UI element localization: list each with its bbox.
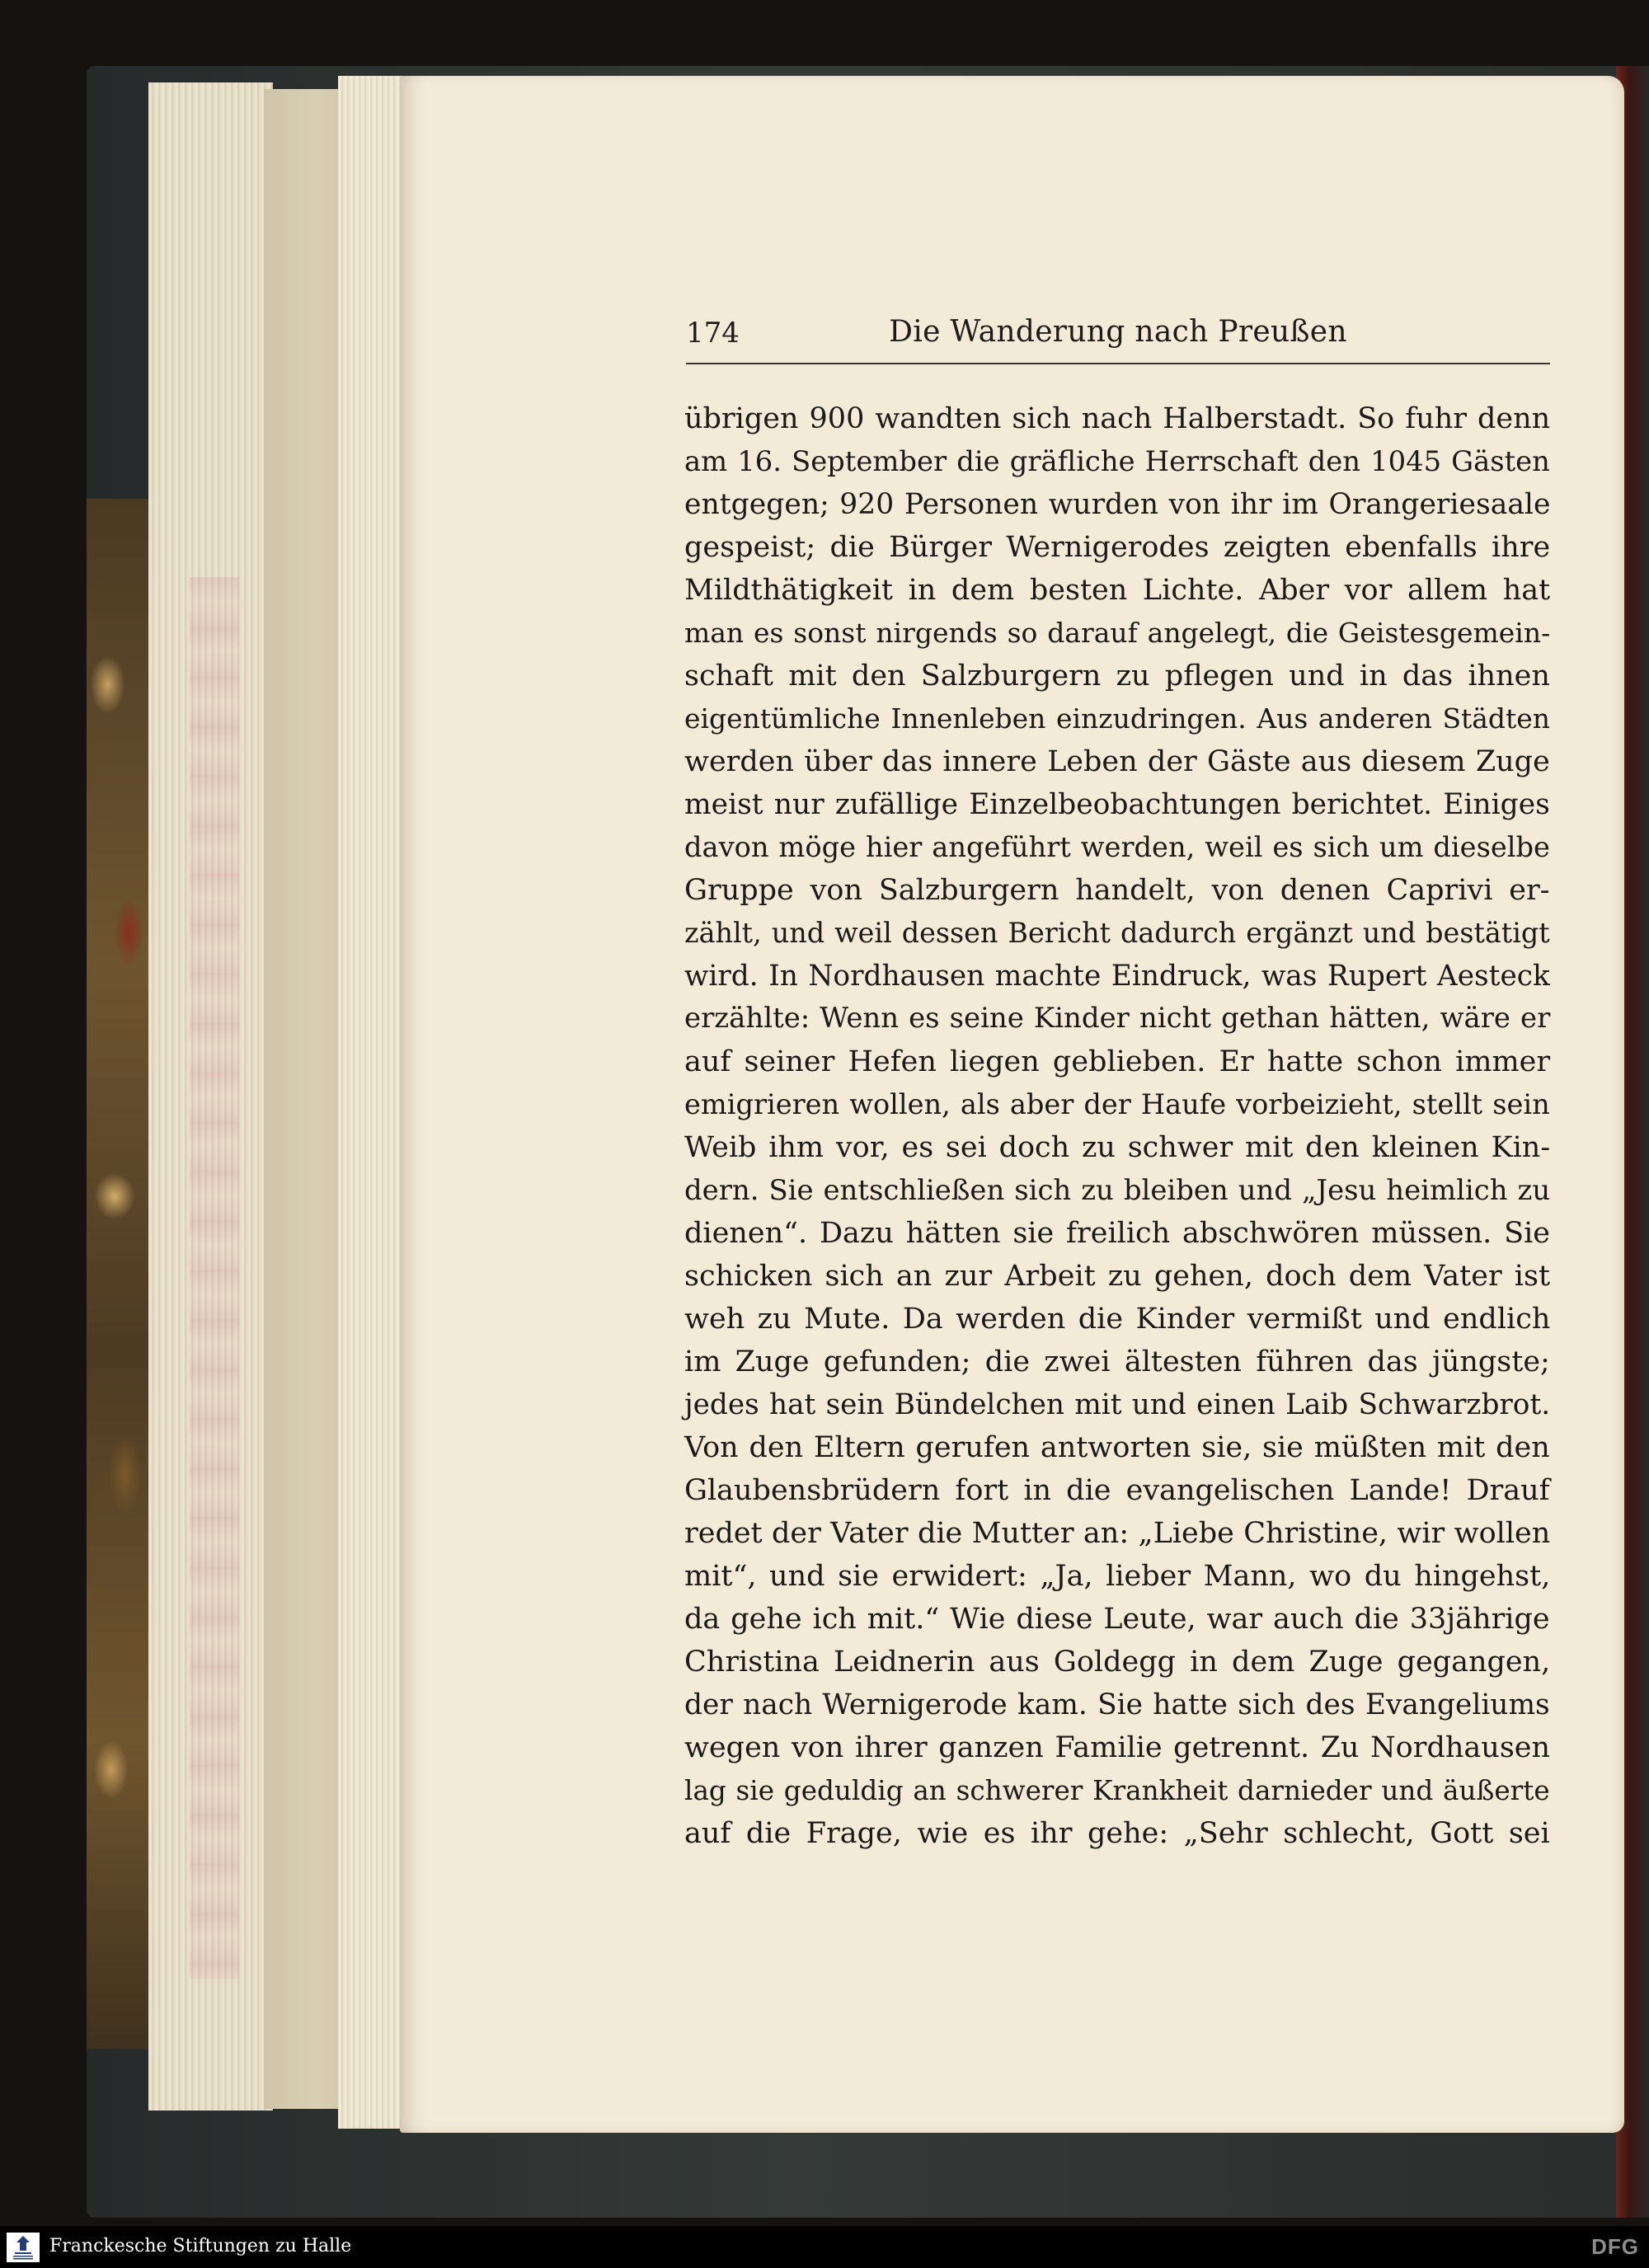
text-line: Weib ihm vor, es sei doch zu schwer mit den kleinen Kin- <box>684 1131 1551 1164</box>
text-line: wegen von ihrer ganzen Familie getrennt. Zu Nordhausen <box>684 1731 1551 1764</box>
text-line: Christina Leidnerin aus Goldegg in dem Zuge gegangen, <box>684 1646 1551 1679</box>
text-line: entgegen; 920 Personen wurden von ihr im Orangeriesaale <box>684 488 1551 521</box>
text-line: gespeist; die Bürger Wernigerodes zeigten ebenfalls ihre <box>684 531 1551 564</box>
text-line: erzählte: Wenn es seine Kinder nicht gethan hätten, wäre er <box>684 1003 1551 1035</box>
text-line: dienen“. Dazu hätten sie freilich abschwören müssen. Sie <box>684 1217 1551 1250</box>
text-line: schicken sich an zur Arbeit zu gehen, doch dem Vater ist <box>684 1260 1551 1293</box>
text-line: da gehe ich mit.“ Wie diese Leute, war auch die 33jährige <box>684 1603 1550 1636</box>
text-line: im Zuge gefunden; die zwei ältesten führen das jüngste; <box>684 1345 1550 1378</box>
text-line: jedes hat sein Bündelchen mit und einen Laib Schwarzbrot. <box>684 1388 1551 1421</box>
text-line: Glaubensbrüdern fort in die evangelischen Lande! Drauf <box>684 1474 1550 1507</box>
text-line: emigrieren wollen, als aber der Haufe vorbeizieht, stellt sein <box>684 1088 1550 1120</box>
text-line: am 16. September die gräfliche Herrschaft den 1045 Gästen <box>684 445 1550 477</box>
text-line: meist nur zufällige Einzelbeobachtungen berichtet. Einiges <box>684 788 1550 821</box>
text-line: schaft mit den Salzburgern zu pflegen und in das ihnen <box>684 660 1550 693</box>
text-line: dern. Sie entschließen sich zu bleiben und „Jesu heimlich zu <box>684 1174 1551 1206</box>
body-text <box>684 397 1550 1855</box>
text-line: weh zu Mute. Da werden die Kinder vermißt und endlich <box>684 1303 1551 1336</box>
text-line: davon möge hier angeführt werden, weil es sich um dieselbe <box>684 831 1550 863</box>
text-line: übrigen 900 wandten sich nach Halberstadt. So fuhr denn <box>684 402 1551 435</box>
text-line: lag sie geduldig an schwerer Krankheit darnieder und äußerte <box>684 1775 1550 1806</box>
foundation-name: Franckesche Stiftungen zu Halle <box>49 2236 352 2256</box>
footer-bar <box>0 2226 1649 2268</box>
text-line: auf die Frage, wie es ihr gehe: „Sehr schlecht, Gott sei <box>684 1817 1550 1850</box>
running-title: Die Wanderung nach Preußen <box>889 315 1347 349</box>
text-line: zählt, und weil dessen Bericht dadurch ergänzt und bestätigt <box>684 917 1550 949</box>
text-line: Mildthätigkeit in dem besten Lichte. Aber vor allem hat <box>684 574 1551 607</box>
text-line: auf seiner Hefen liegen geblieben. Er hatte schon immer <box>684 1045 1551 1078</box>
page-number: 174 <box>686 317 740 350</box>
marbled-cover-edge <box>87 499 157 2049</box>
header-rule <box>686 363 1550 364</box>
text-line: redet der Vater die Mutter an: „Liebe Christine, wir wollen <box>684 1517 1551 1550</box>
dfg-logo: DFG <box>1591 2234 1639 2259</box>
text-line: werden über das innere Leben der Gäste aus diesem Zuge <box>684 745 1550 778</box>
text-line: mit“, und sie erwidert: „Ja, lieber Mann, wo du hingehst, <box>684 1560 1551 1593</box>
text-line: wird. In Nordhausen machte Eindruck, was Rupert Aesteck <box>684 960 1550 993</box>
text-line: eigentümliche Innenleben einzudringen. Aus anderen Städten <box>684 702 1550 735</box>
text-line: Gruppe von Salzburgern handelt, von denen Caprivi er- <box>684 874 1550 907</box>
running-header <box>686 312 1550 361</box>
text-line: man es sonst nirgends so darauf angelegt, die Geistesgemein- <box>684 617 1551 649</box>
page-edge-stain <box>190 577 239 1979</box>
text-line: der nach Wernigerode kam. Sie hatte sich des Evangeliums <box>684 1688 1550 1721</box>
francke-foundation-emblem-icon <box>7 2233 40 2262</box>
text-line: Von den Eltern gerufen antworten sie, sie müßten mit den <box>684 1431 1550 1464</box>
